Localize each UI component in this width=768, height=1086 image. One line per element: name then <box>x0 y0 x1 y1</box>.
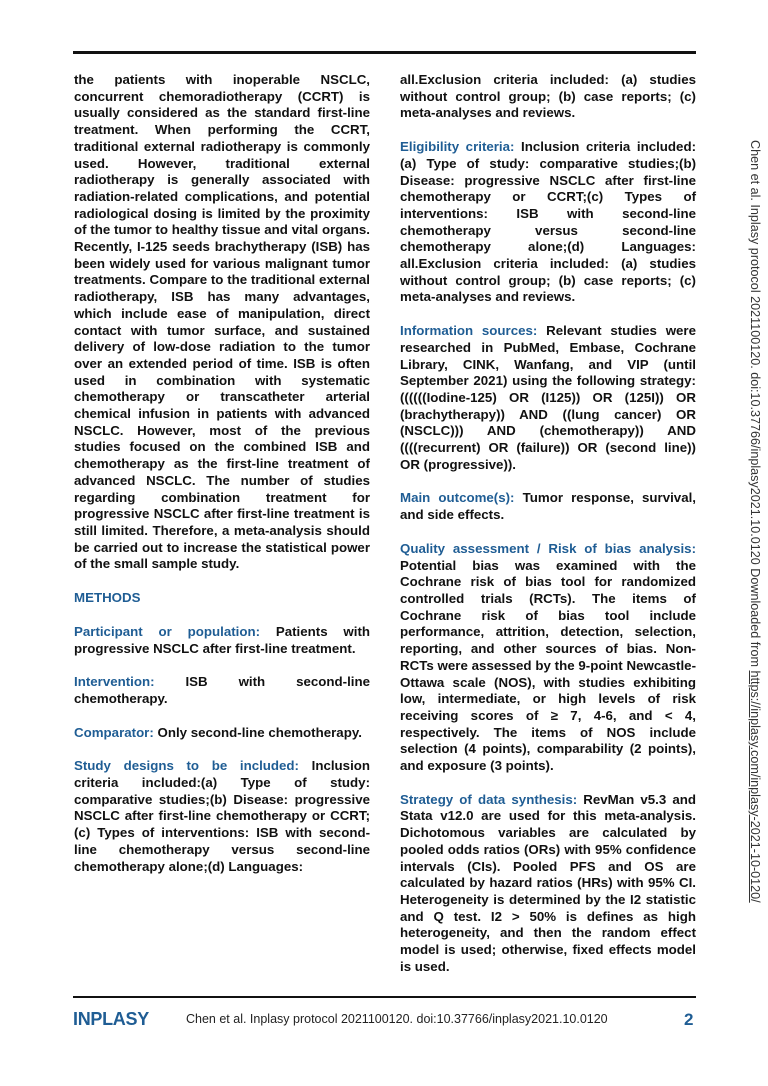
section-body: Potential bias was examined with the Cochrane risk of bias tool for randomized controlled trials (RCTs). The items of Cochrane risk of bias tool include performance, attrition, detection, selection, reporting, and other sources of bias. Non-RCTs were assessed by the 9-point Newcastle-Ottawa scale (NOS), with studies exhibiting low, intermediate, or high levels of risk receiving scores of ≥ 7, 4-6, and < 4, respectively. The items of NOS include selection (4 points), comparability (2 points), and exposure (3 points). <box>400 557 696 774</box>
section-eligibility <box>400 139 696 306</box>
section-heading: Study designs to be included: <box>74 758 299 774</box>
section-main-outcomes <box>400 490 696 523</box>
page-number: 2 <box>684 1010 694 1029</box>
footer-citation: Chen et al. Inplasy protocol 2021100120. doi:10.37766/inplasy2021.10.0120 <box>186 1012 608 1026</box>
section-participant <box>74 624 370 657</box>
section-data-synthesis <box>400 792 696 976</box>
section-study-designs <box>74 758 370 875</box>
section-heading: Strategy of data synthesis: <box>400 791 578 807</box>
section-heading: Comparator: <box>74 724 154 740</box>
section-information-sources <box>400 323 696 473</box>
section-quality-assessment <box>400 541 696 775</box>
section-heading: Participant or population: <box>74 623 261 639</box>
section-heading: Quality assessment / Risk of bias analysis: <box>400 540 696 556</box>
section-comparator <box>74 725 370 742</box>
sidebar-citation-text: Chen et al. Inplasy protocol 2021100120. doi:10.37766/inplasy2021.10.0120 Downloaded from <box>748 140 762 671</box>
section-body: Inclusion criteria included:(a) Type of study: comparative studies;(b) Disease: progressive NSCLC after first-line chemotherapy or CCRT;(c) Types of interventions: ISB with second-line chemotherapy versus second-line chemotherapy alone;(d) Languages: all.Exclusion criteria included: (a) studies without control group; (b) case reports; (c) meta-analyses and reviews. <box>400 139 696 305</box>
footer-rule <box>73 996 696 998</box>
section-heading: Information sources: <box>400 323 538 339</box>
section-body: ISB with second-line chemotherapy. <box>74 674 370 706</box>
section-heading: Intervention: <box>74 674 155 690</box>
right-column <box>400 72 696 992</box>
section-body: Inclusion criteria included:(a) Type of study: comparative studies;(b) Disease: progressive NSCLC after first-line chemotherapy or CCRT;(c) Types of interventions: ISB with second-line chemotherapy versus second-line chemotherapy alone;(d) Languages: <box>74 758 371 874</box>
continuation-paragraph: all.Exclusion criteria included: (a) studies without control group; (b) case reports; (c) meta-analyses and reviews. <box>400 72 696 121</box>
sidebar-citation-link[interactable]: https://inplasy.com/inplasy-2021-10-0120/ <box>748 670 762 903</box>
section-heading: Eligibility criteria: <box>400 139 515 155</box>
section-body: Only second-line chemotherapy. <box>153 724 362 740</box>
left-column <box>74 72 370 892</box>
section-body: Tumor response, survival, and side effects. <box>400 490 696 523</box>
sidebar-citation <box>748 140 762 903</box>
section-body: RevMan v5.3 and Stata v12.0 are used for this meta-analysis. Dichotomous variables are calculated by pooled odds ratios (ORs) with 95% confidence intervals (CIs). Pooled PFS and OS are calculated by hazard ratios (HRs) with 95% CI. Heterogeneity is determined by the I2 statistic and Q test. I2 > 50% is defines as high heterogeneity, and then the random effect model is used; otherwise, fixed effects model is used. <box>400 791 697 974</box>
methods-heading: METHODS <box>74 590 141 606</box>
section-body: Relevant studies were researched in PubMed, Embase, Cochrane Library, CINK, Wanfang, and VIP (until September 2021) using the following strategy: ((((((Iodine-125) OR (I125)) OR (125I)) OR (brachytherapy)) AND ((lung cancer) OR (NSCLC))) AND (chemotherapy)) AND ((((recurrent) OR (failure)) OR (second line)) OR (progressive)). <box>400 323 696 472</box>
section-heading: Main outcome(s): <box>400 490 515 506</box>
footer-brand-logo: INPLASY <box>73 1009 149 1029</box>
header-rule <box>73 51 696 54</box>
intro-paragraph: the patients with inoperable NSCLC, concurrent chemoradiotherapy (CCRT) is usually considered as the standard first-line treatment. When performing the CCRT, traditional external radiotherapy is commonly used. However, traditional external radiotherapy is generally associated with radiation-related complications, and potential radiological dosing is limited by the proximity of the tumor to healthy tissue and vital organs. Recently, I-125 seeds brachytherapy (ISB) has been widely used for various malignant tumor treatments. Compare to the traditional external radiotherapy, ISB has many advantages, which include ease of manipulation, direct contact with tumor surface, and sustained delivery of low-dose radiation to the tumor over an extended period of time. ISB is often used in combination with systematic chemotherapy or transcatheter arterial chemical infusion in patients with advanced NSCLC. However, most of the previous studies focused on the combined ISB and chemotherapy as the first-line treatment of advanced NSCLC. The number of studies regarding combination treatment for progressive NSCLC after first-line treatment is still limited. Therefore, a meta-analysis should be carried out to increase the statistical power of the small sample study. <box>74 72 370 572</box>
section-body: Patients with progressive NSCLC after first-line treatment. <box>74 623 371 656</box>
section-intervention <box>74 674 370 707</box>
